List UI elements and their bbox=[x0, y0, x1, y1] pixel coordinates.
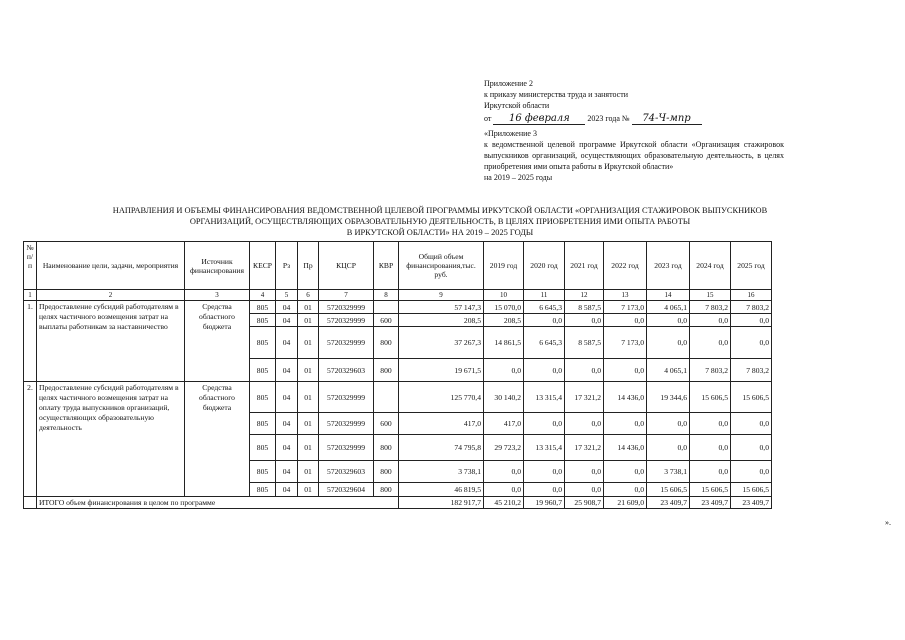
total-cell: 37 267,3 bbox=[399, 327, 484, 359]
rz-cell: 04 bbox=[276, 382, 298, 413]
header-2019: 2019 год bbox=[484, 242, 524, 290]
header-total: Общий объем финансирования,тыс. руб. bbox=[399, 242, 484, 290]
column-index-cell: 14 bbox=[647, 290, 690, 301]
y2023-cell: 3 738,1 bbox=[647, 461, 690, 483]
pr-cell: 01 bbox=[298, 301, 319, 314]
y2021-cell: 0,0 bbox=[565, 359, 604, 382]
row-number: 1. bbox=[24, 301, 37, 382]
total-row bbox=[24, 497, 772, 509]
y2022-cell: 0,0 bbox=[604, 483, 647, 497]
y2020-cell: 0,0 bbox=[524, 413, 565, 435]
total-cell: 74 795,8 bbox=[399, 435, 484, 461]
y2024-cell: 7 803,2 bbox=[690, 359, 731, 382]
column-index-row bbox=[24, 290, 772, 301]
document-title bbox=[30, 205, 850, 238]
kcsr-cell: 5720329999 bbox=[319, 301, 374, 314]
y2025-cell: 15 606,5 bbox=[731, 483, 772, 497]
y2019-cell: 208,5 bbox=[484, 314, 524, 327]
header-kvr: КВР bbox=[374, 242, 399, 290]
appendix-quote-line: «Приложение 3 bbox=[484, 129, 537, 138]
table-row bbox=[24, 301, 772, 314]
y2025-cell: 15 606,5 bbox=[731, 382, 772, 413]
handwritten-date: 16 февраля bbox=[493, 113, 585, 125]
kcsr-cell: 5720329999 bbox=[319, 327, 374, 359]
y2024-cell: 0,0 bbox=[690, 314, 731, 327]
appendix-date-line bbox=[484, 113, 784, 125]
header-num: № п/п bbox=[24, 242, 37, 290]
total-cell: 3 738,1 bbox=[399, 461, 484, 483]
total-cell: 208,5 bbox=[399, 314, 484, 327]
column-index-cell: 8 bbox=[374, 290, 399, 301]
appendix-period: на 2019 – 2025 годы bbox=[484, 173, 553, 182]
y2022-cell: 0,0 bbox=[604, 461, 647, 483]
column-index-cell: 12 bbox=[565, 290, 604, 301]
y2024-cell: 7 803,2 bbox=[690, 301, 731, 314]
kesr-cell: 805 bbox=[250, 461, 276, 483]
kvr-cell: 800 bbox=[374, 327, 399, 359]
column-index-cell: 2 bbox=[37, 290, 185, 301]
header-kesr: КЕСР bbox=[250, 242, 276, 290]
column-index-cell: 3 bbox=[185, 290, 250, 301]
y2024-cell: 0,0 bbox=[690, 327, 731, 359]
y2023-cell: 19 344,6 bbox=[647, 382, 690, 413]
y2024-cell: 0,0 bbox=[690, 435, 731, 461]
rz-cell: 04 bbox=[276, 413, 298, 435]
y2025-cell: 0,0 bbox=[731, 327, 772, 359]
kcsr-cell: 5720329999 bbox=[319, 382, 374, 413]
kcsr-cell: 5720329999 bbox=[319, 314, 374, 327]
date-mid: 2023 года № bbox=[587, 114, 630, 123]
kcsr-cell: 5720329603 bbox=[319, 359, 374, 382]
kvr-cell: 800 bbox=[374, 435, 399, 461]
header-2025: 2025 год bbox=[731, 242, 772, 290]
rz-cell: 04 bbox=[276, 483, 298, 497]
header-2021: 2021 год bbox=[565, 242, 604, 290]
column-index-cell: 11 bbox=[524, 290, 565, 301]
y2019-cell: 15 070,0 bbox=[484, 301, 524, 314]
rz-cell: 04 bbox=[276, 359, 298, 382]
y2020-cell: 0,0 bbox=[524, 359, 565, 382]
y2023-cell: 0,0 bbox=[647, 435, 690, 461]
header-rz: Рз bbox=[276, 242, 298, 290]
row-number: 2. bbox=[24, 382, 37, 497]
column-index-cell: 4 bbox=[250, 290, 276, 301]
kesr-cell: 805 bbox=[250, 483, 276, 497]
y2023-cell: 15 606,5 bbox=[647, 483, 690, 497]
y2025-cell: 0,0 bbox=[731, 413, 772, 435]
total-value-cell: 23 409,7 bbox=[731, 497, 772, 509]
appendix-line-1: Приложение 2 bbox=[484, 79, 533, 88]
y2022-cell: 0,0 bbox=[604, 359, 647, 382]
title-line-3: В ИРКУТСКОЙ ОБЛАСТИ» НА 2019 – 2025 ГОДЫ bbox=[346, 228, 534, 237]
y2019-cell: 14 861,5 bbox=[484, 327, 524, 359]
y2022-cell: 14 436,0 bbox=[604, 435, 647, 461]
header-row bbox=[24, 242, 772, 290]
y2025-cell: 7 803,2 bbox=[731, 301, 772, 314]
y2019-cell: 417,0 bbox=[484, 413, 524, 435]
y2021-cell: 0,0 bbox=[565, 314, 604, 327]
funding-source: Средства областного бюджета bbox=[185, 382, 250, 497]
rz-cell: 04 bbox=[276, 327, 298, 359]
header-kcsr: КЦСР bbox=[319, 242, 374, 290]
y2024-cell: 0,0 bbox=[690, 413, 731, 435]
total-value-cell: 19 960,7 bbox=[524, 497, 565, 509]
appendix-header bbox=[484, 78, 784, 183]
kvr-cell: 800 bbox=[374, 461, 399, 483]
column-index-cell: 1 bbox=[24, 290, 37, 301]
total-row-spacer bbox=[24, 497, 37, 509]
title-line-2: ОРГАНИЗАЦИЙ, ОСУЩЕСТВЛЯЮЩИХ ОБРАЗОВАТЕЛЬНУЮ ДЕЯТЕЛЬНОСТЬ, В ЦЕЛЯХ ПРИОБРЕТЕНИЯ ИМИ ОПЫТА РАБОТЫ bbox=[189, 217, 691, 226]
kvr-cell: 800 bbox=[374, 483, 399, 497]
kvr-cell bbox=[374, 301, 399, 314]
kesr-cell: 805 bbox=[250, 435, 276, 461]
pr-cell: 01 bbox=[298, 461, 319, 483]
total-value-cell: 182 917,7 bbox=[399, 497, 484, 509]
total-value-cell: 25 908,7 bbox=[565, 497, 604, 509]
column-index-cell: 13 bbox=[604, 290, 647, 301]
y2020-cell: 13 315,4 bbox=[524, 435, 565, 461]
y2022-cell: 14 436,0 bbox=[604, 382, 647, 413]
y2019-cell: 0,0 bbox=[484, 483, 524, 497]
y2021-cell: 8 587,5 bbox=[565, 301, 604, 314]
measure-name: Предоставление субсидий работодателям в целях частичного возмещения затрат на выплаты работникам за наставничество bbox=[37, 301, 185, 382]
y2019-cell: 30 140,2 bbox=[484, 382, 524, 413]
total-value-cell: 23 409,7 bbox=[647, 497, 690, 509]
kvr-cell: 600 bbox=[374, 314, 399, 327]
total-value-cell: 23 409,7 bbox=[690, 497, 731, 509]
pr-cell: 01 bbox=[298, 413, 319, 435]
kesr-cell: 805 bbox=[250, 382, 276, 413]
total-value-cell: 45 210,2 bbox=[484, 497, 524, 509]
pr-cell: 01 bbox=[298, 483, 319, 497]
y2025-cell: 0,0 bbox=[731, 314, 772, 327]
title-line-1: НАПРАВЛЕНИЯ И ОБЪЕМЫ ФИНАНСИРОВАНИЯ ВЕДОМСТВЕННОЙ ЦЕЛЕВОЙ ПРОГРАММЫ ИРКУТСКОЙ ОБЛАСТИ «ОРГАНИЗАЦИЯ СТАЖИРОВОК ВЫПУСКНИКОВ bbox=[112, 206, 768, 215]
y2022-cell: 7 173,0 bbox=[604, 301, 647, 314]
appendix-line-2: к приказу министерства труда и занятости bbox=[484, 90, 629, 99]
y2023-cell: 4 065,1 bbox=[647, 359, 690, 382]
total-cell: 417,0 bbox=[399, 413, 484, 435]
header-2022: 2022 год bbox=[604, 242, 647, 290]
y2020-cell: 6 645,3 bbox=[524, 327, 565, 359]
rz-cell: 04 bbox=[276, 301, 298, 314]
y2023-cell: 0,0 bbox=[647, 314, 690, 327]
header-name: Наименование цели, задачи, мероприятия bbox=[37, 242, 185, 290]
column-index-cell: 16 bbox=[731, 290, 772, 301]
y2020-cell: 6 645,3 bbox=[524, 301, 565, 314]
closing-mark: ». bbox=[885, 518, 891, 527]
pr-cell: 01 bbox=[298, 327, 319, 359]
kvr-cell: 800 bbox=[374, 359, 399, 382]
kcsr-cell: 5720329604 bbox=[319, 483, 374, 497]
handwritten-number: 74-Ч-мпр bbox=[632, 113, 702, 125]
y2024-cell: 0,0 bbox=[690, 461, 731, 483]
total-value-cell: 21 609,0 bbox=[604, 497, 647, 509]
kesr-cell: 805 bbox=[250, 413, 276, 435]
date-prefix: от bbox=[484, 114, 492, 123]
y2022-cell: 7 173,0 bbox=[604, 327, 647, 359]
appendix-line-3: Иркутской области bbox=[484, 101, 550, 110]
rz-cell: 04 bbox=[276, 435, 298, 461]
measure-name: Предоставление субсидий работодателям в целях частичного возмещения затрат на оплату труда выпускников организаций, осуществляющих образовательную деятельность bbox=[37, 382, 185, 497]
column-index-cell: 7 bbox=[319, 290, 374, 301]
total-cell: 125 770,4 bbox=[399, 382, 484, 413]
total-cell: 57 147,3 bbox=[399, 301, 484, 314]
y2022-cell: 0,0 bbox=[604, 314, 647, 327]
y2020-cell: 0,0 bbox=[524, 483, 565, 497]
financing-table bbox=[23, 241, 772, 509]
y2023-cell: 0,0 bbox=[647, 327, 690, 359]
y2021-cell: 0,0 bbox=[565, 483, 604, 497]
y2023-cell: 0,0 bbox=[647, 413, 690, 435]
y2022-cell: 0,0 bbox=[604, 413, 647, 435]
header-2024: 2024 год bbox=[690, 242, 731, 290]
pr-cell: 01 bbox=[298, 435, 319, 461]
column-index-cell: 10 bbox=[484, 290, 524, 301]
y2019-cell: 0,0 bbox=[484, 359, 524, 382]
y2019-cell: 0,0 bbox=[484, 461, 524, 483]
y2021-cell: 17 321,2 bbox=[565, 382, 604, 413]
y2020-cell: 13 315,4 bbox=[524, 382, 565, 413]
column-index-cell: 5 bbox=[276, 290, 298, 301]
header-2020: 2020 год bbox=[524, 242, 565, 290]
y2021-cell: 0,0 bbox=[565, 413, 604, 435]
appendix-program-text: к ведомственной целевой программе Иркутской области «Организация стажировок выпускников организаций, осуществляющих образовательную деятельность, в целях приобретения ими опыта работы в Иркутской области» bbox=[484, 140, 784, 171]
column-index-cell: 6 bbox=[298, 290, 319, 301]
funding-source: Средства областного бюджета bbox=[185, 301, 250, 382]
kesr-cell: 805 bbox=[250, 301, 276, 314]
header-source: Источник финансирования bbox=[185, 242, 250, 290]
header-2023: 2023 год bbox=[647, 242, 690, 290]
total-label: ИТОГО объем финансирования в целом по программе bbox=[37, 497, 399, 509]
kesr-cell: 805 bbox=[250, 314, 276, 327]
kesr-cell: 805 bbox=[250, 327, 276, 359]
y2024-cell: 15 606,5 bbox=[690, 382, 731, 413]
header-pr: Пр bbox=[298, 242, 319, 290]
y2021-cell: 0,0 bbox=[565, 461, 604, 483]
y2025-cell: 7 803,2 bbox=[731, 359, 772, 382]
y2019-cell: 29 723,2 bbox=[484, 435, 524, 461]
kcsr-cell: 5720329999 bbox=[319, 435, 374, 461]
pr-cell: 01 bbox=[298, 314, 319, 327]
rz-cell: 04 bbox=[276, 461, 298, 483]
column-index-cell: 15 bbox=[690, 290, 731, 301]
y2023-cell: 4 065,1 bbox=[647, 301, 690, 314]
y2021-cell: 8 587,5 bbox=[565, 327, 604, 359]
kcsr-cell: 5720329999 bbox=[319, 413, 374, 435]
y2025-cell: 0,0 bbox=[731, 461, 772, 483]
rz-cell: 04 bbox=[276, 314, 298, 327]
pr-cell: 01 bbox=[298, 359, 319, 382]
y2020-cell: 0,0 bbox=[524, 314, 565, 327]
y2021-cell: 17 321,2 bbox=[565, 435, 604, 461]
table-row bbox=[24, 382, 772, 413]
column-index-cell: 9 bbox=[399, 290, 484, 301]
kvr-cell bbox=[374, 382, 399, 413]
pr-cell: 01 bbox=[298, 382, 319, 413]
kvr-cell: 600 bbox=[374, 413, 399, 435]
total-cell: 19 671,5 bbox=[399, 359, 484, 382]
total-cell: 46 819,5 bbox=[399, 483, 484, 497]
y2024-cell: 15 606,5 bbox=[690, 483, 731, 497]
y2020-cell: 0,0 bbox=[524, 461, 565, 483]
kcsr-cell: 5720329603 bbox=[319, 461, 374, 483]
y2025-cell: 0,0 bbox=[731, 435, 772, 461]
kesr-cell: 805 bbox=[250, 359, 276, 382]
